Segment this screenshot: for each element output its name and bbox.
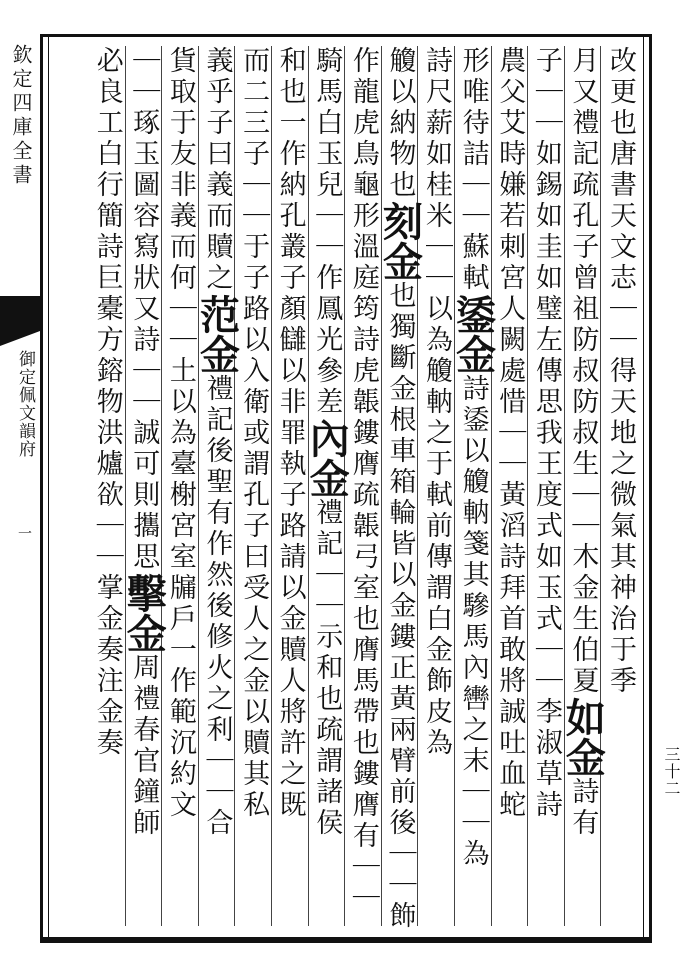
column-text: 義乎子曰義而贖之 (201, 46, 233, 294)
entry-heading: 鋈金 (449, 294, 497, 374)
margin-strip (0, 34, 40, 940)
text-column (376, 46, 424, 932)
column-text: 農父艾時嫌若刺宮人闕處惜｜｜黃滔詩拜首敢將誠吐血蛇 (494, 46, 526, 821)
column-text: 形唯待詰｜｜蘇軾 (457, 46, 489, 294)
column-text: 子｜｜如錫如圭如璧左傳思我王度式如玉式｜｜李淑草詩 (530, 46, 562, 821)
column-text: 也獨斷金根車箱輪皆以金鏤正黃兩臂前後｜｜飾 (384, 281, 416, 932)
text-column (559, 46, 607, 926)
entry-heading: 如金 (559, 697, 607, 777)
column-text: 詩鋈以觼軜箋其驂馬內轡之末｜｜為 (457, 374, 489, 870)
text-column (492, 46, 529, 926)
column-text: 騎馬白玉兒｜｜作鳳光參差 (311, 46, 343, 418)
bottom-rule (40, 940, 652, 943)
margin-fishtail-mark (0, 296, 40, 346)
column-text: 而二三子｜｜于子路以入衛或謂孔子曰受人之金以贖其私 (238, 46, 270, 821)
text-column (89, 46, 126, 926)
margin-volume-number: 一 (16, 526, 32, 540)
text-column (345, 46, 382, 926)
text-column (235, 46, 272, 926)
page-number: 三十二 (662, 746, 681, 797)
text-column (303, 46, 351, 926)
text-columns (52, 46, 638, 932)
text-column (418, 46, 455, 926)
column-text: 改更也唐書天文志｜｜得天地之微氣其神治于季 (605, 46, 636, 697)
column-text: 觼以納物也 (384, 46, 416, 201)
column-text: ｜｜琢玉圖容寫狀又詩｜｜誠可則攜思 (128, 46, 160, 573)
column-text: 必良工白行簡詩巨橐方鎔物洪爐欲｜｜掌金奏注金奏 (91, 46, 123, 759)
column-text: 周禮春官鐘師 (128, 653, 160, 839)
column-text: 貨取于友非義而何｜｜土以為臺榭宮室牖戶一作範沉約文 (164, 46, 196, 821)
entry-heading: 內金 (303, 418, 351, 498)
column-text: 詩有 (567, 777, 599, 839)
column-text: 和也一作納孔叢子顏讎以非罪執子路請以金贖人將許之既 (274, 46, 306, 821)
column-text: 禮記後聖有作然後修火之利｜｜合 (201, 374, 233, 839)
text-column (120, 46, 168, 926)
text-column (193, 46, 241, 926)
column-text: 禮記｜｜示和也疏謂諸侯 (311, 498, 343, 839)
column-text: 詩尺薪如桂米｜｜以為觼軜之于軾前傳謂白金飾皮為 (421, 46, 453, 759)
text-column (162, 46, 199, 926)
text-column (528, 46, 565, 926)
text-column (449, 46, 497, 926)
entry-heading: 刻金 (376, 201, 424, 281)
column-text: 月又禮記疏孔子曾祖防叔防叔生｜｜木金生伯夏 (567, 46, 599, 697)
column-text: 作龍虎鳥龜形溫庭筠詩虎韔鏤膺疏韔弓室也膺馬帶也鏤膺有｜｜ (347, 46, 379, 914)
entry-heading: 擊金 (120, 573, 168, 653)
margin-series-title: 欽定四庫全書 (9, 44, 33, 188)
margin-book-title: 御定佩文韻府 (15, 350, 35, 458)
entry-heading: 范金 (193, 294, 241, 374)
text-column (601, 46, 638, 926)
